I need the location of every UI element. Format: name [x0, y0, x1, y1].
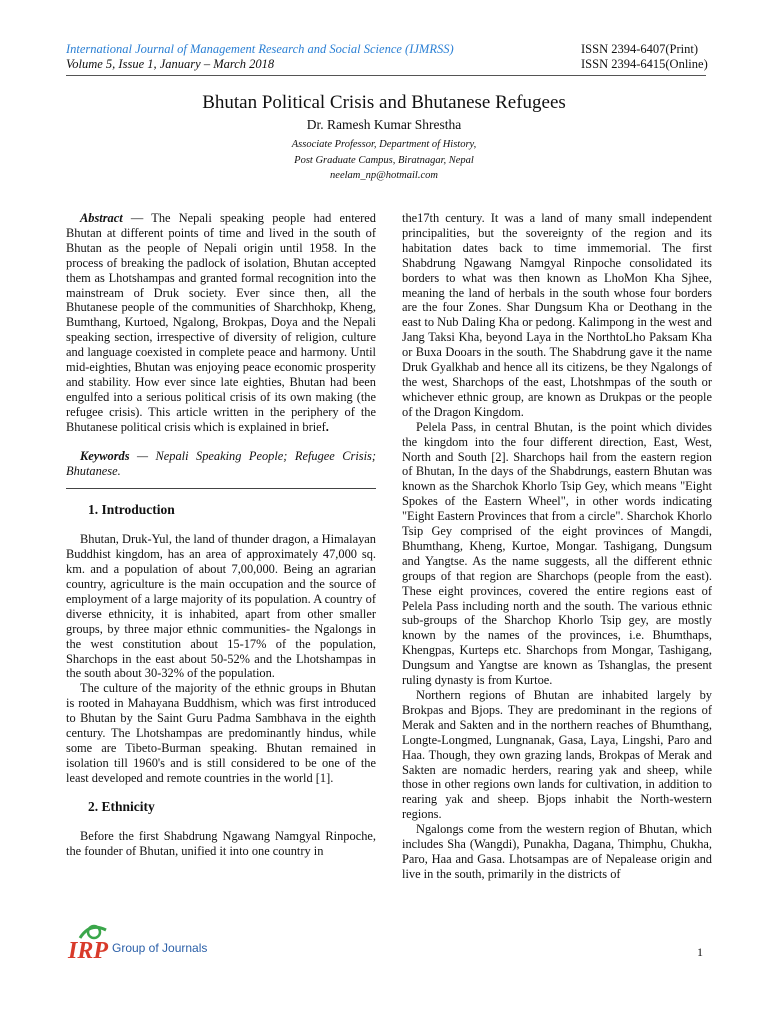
page-number: 1: [697, 945, 703, 959]
ethnicity-paragraph-1: Before the first Shabdrung Ngawang Namgyal Rinpoche, the founder of Bhutan, unified it into one country in: [66, 828, 376, 858]
abstract-dash: —: [122, 211, 152, 225]
ethnicity-paragraph-3: Northern regions of Bhutan are inhabited largely by Brokpas and Bjops. They are predominant in the regions of Merak and Sakten and in the northern reaches of Bhumthang, Longte-Longmed, Lungnanak, Gasa, Laya, Lingshi, Paro and Haa. Though, they own grazing lands, Brokpas of Merak and Sakten are nomadic herders, rearing yak and sheep, while those in other regions own lands for cultivation, in addition to rearing yak and sheep. Bjops inhabit the North-western regions.: [402, 688, 712, 822]
keywords-dash: —: [129, 448, 156, 463]
keywords: [66, 449, 376, 479]
issn-block: [581, 42, 708, 72]
paper-title: Bhutan Political Crisis and Bhutanese Refugees: [202, 92, 566, 113]
section-heading-introduction: 1. Introduction: [88, 502, 175, 518]
abstract-end: .: [325, 419, 329, 434]
logo-text: Group of Journals: [112, 941, 208, 955]
intro-paragraph-1: Bhutan, Druk-Yul, the land of thunder dragon, a Himalayan Buddhist kingdom, has an area of approximately 47,000 sq. km. and a population of about 7,00,000. Being an agrarian country, agriculture is the main occupation and the source of employment of a large majority of its population. A country of diverse ethnicity, it is inhabited, apart from other smaller groups, by three major ethnic communities- the Ngalongs in the west constitution about 15-17% of the population, Sharchops in the east about 50-52% and the Lhotshampas in the south about 30-32% of the population.: [66, 532, 376, 681]
abstract: [66, 211, 376, 435]
ethnicity-paragraph-4: Ngalongs come from the western region of Bhutan, which includes Sha (Wangdi), Punakha, Dagana, Thimphu, Chukha, Paro, Haa and Gasa. Lhotsampas are of Nepalease origin and live in the south, primarily in the districts of: [402, 822, 712, 881]
issn-online: ISSN 2394-6415(Online): [581, 57, 708, 71]
affiliation-line-2: Post Graduate Campus, Biratnagar, Nepal: [294, 154, 474, 166]
author-email[interactable]: neelam_np@hotmail.com: [330, 170, 438, 181]
section-heading-ethnicity: 2. Ethnicity: [88, 798, 155, 814]
logo-letters: IRP: [68, 938, 109, 964]
abstract-label: Abstract: [80, 211, 123, 225]
ethnicity-paragraph-1-cont: the17th century. It was a land of many small independent principalities, but the sovereignty of the region and its habitation dates back to time immemorial. The first Shabdrung Ngawang Namgyal Rinpoche consolidated its borders to what was then known as LhoMon Kha Sjhee, meaning the land of herbals in the south whose four borders are the four Zones. Shar Dungsum Kha or Deothang in the east to Nub Daling Kha or pedong. Kalimpong in the west and Jang Taksi Kha, beyond Laya in the NorthtoLho Paksam Kha or Buxa Dooars in the south. The Shabdrung gave it the name Druk Gyalkhab and hence all its citizens, be they Ngalongs of the west, Sharchops of the east, Lhotshmpas of the south or whichever ethnic group, are known as Drukpas or the people of the Dragon Kingdom.: [402, 211, 712, 419]
abstract-text: The Nepali speaking people had entered Bhutan at different points of time and lived in the south of Bhutan as the people of Nepali origin until 1958. In the process of breaking the padlock of isolation, Bhutan accepted them as Lhotshampas and granted formal recognition into the mainstream of Druk society. Ever since then, all the Bhutanese people of the communities of Sharchhokp, Kheng, Bumthang, Kurtoed, Ngalong, Brokpas, Doya and the Nepali speaking section, irrespective of diversity of religion, culture and language coexisted in complete peace and harmony. Until mid-eighties, Bhutan was enjoying peace economic prosperity and stability. How ever since late eighties, Bhutan had been engulfed into a serious political crisis of its own making (the refugee crisis). This article written in the periphery of the Bhutanese political crisis which is explained in brief: [66, 211, 376, 434]
keywords-text: Nepali Speaking People; Refugee Crisis; Bhutanese.: [66, 448, 376, 478]
journal-title: International Journal of Management Research and Social Science (IJMRSS): [66, 42, 454, 56]
header-divider: [66, 75, 706, 76]
author-name: Dr. Ramesh Kumar Shrestha: [306, 117, 462, 132]
right-column: [402, 211, 712, 882]
author-affiliation: [0, 137, 768, 184]
abstract-divider: [66, 488, 376, 489]
ethnicity-paragraph-2: Pelela Pass, in central Bhutan, is the point which divides the kingdom into the four different direction, East, West, North and South [2]. Sharchops hail from the eastern region of Bhutan, In the days of the Shabdrungs, eastern Bhutan was known as the Sharchok Khorlo Tsip Gey, which means "Eight Spokes of the Eastern Wheel", in other words indicating "Eight Eastern Provinces that from a circle". Sharchok Khorlo Tsip Gey comprised of the eight provinces of Mangdi, Bhumthang, Kheng, Kurtoe, Mongar. Tashigang, Dungsum and Yangtse. As the name suggests, all the different ethnic groups of that region are Sharchops (people from the east). These eight provinces, covered the entire regions east of Pelela Pass including north and the south. The various ethnic sub-groups of the Sharchop Khorlo Tsip gey, are mostly known by the names of the provinces, i.e. Bhumthaps, Khengpas, Kurteps etc. Sharchops from Mongar, Tashigang, Dungsum and Yangtse are known as Tshanglas, the present ruling dynasty is from Kurtoe.: [402, 419, 712, 688]
journal-issue: Volume 5, Issue 1, January – March 2018: [66, 57, 275, 71]
left-column: [66, 211, 376, 858]
keywords-label: Keywords: [80, 448, 130, 463]
journal-header: [66, 42, 454, 72]
intro-paragraph-2: The culture of the majority of the ethnic groups in Bhutan is rooted in Mahayana Buddhism, which was first introduced to Bhutan by the Saint Guru Padma Sambhava in the eighth century. The Lhotshampas are predominantly hindus, while some are Tibeto-Burman speaking. Bhutan remained in isolation till 1960's and is still considered to be one of the least developed and remote countries in the world [1].: [66, 681, 376, 785]
affiliation-line-1: Associate Professor, Department of History,: [291, 139, 477, 150]
issn-print: ISSN 2394-6407(Print): [581, 42, 699, 56]
